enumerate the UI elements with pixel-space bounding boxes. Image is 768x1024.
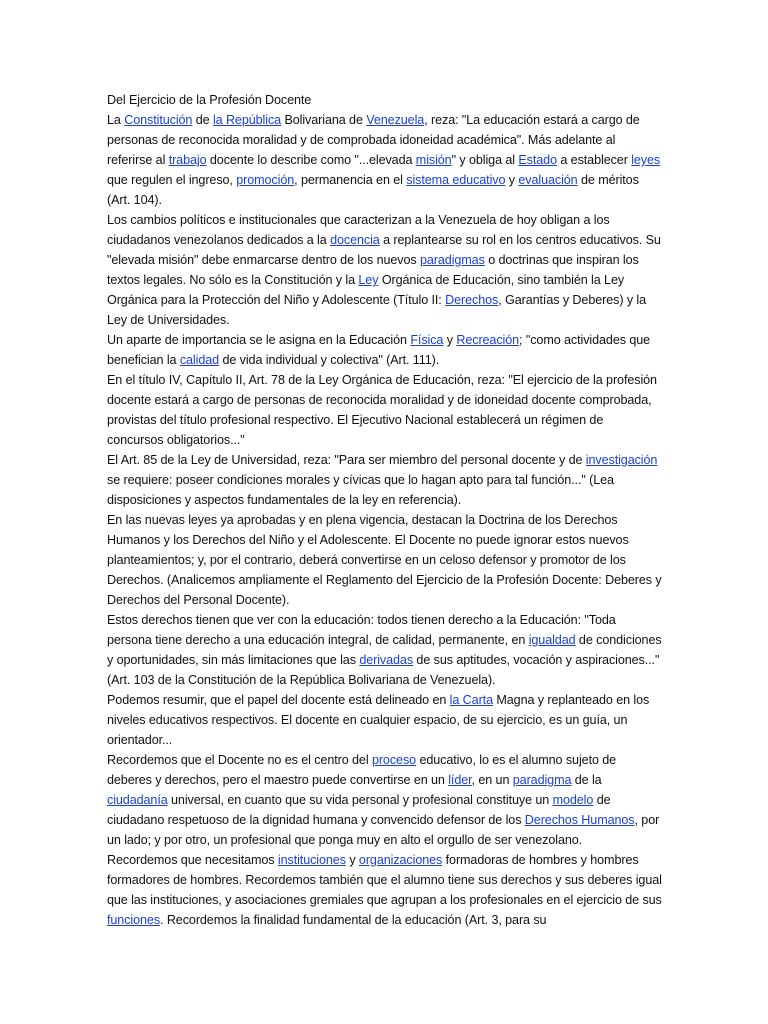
paragraph bbox=[107, 690, 663, 750]
hyperlink[interactable]: líder bbox=[448, 773, 472, 787]
text-run: , Garantías y Deberes) y la Ley de Universidades. bbox=[107, 293, 647, 327]
hyperlink[interactable]: Derechos bbox=[445, 293, 499, 307]
text-run: Del Ejercicio de la Profesión Docente bbox=[107, 93, 312, 107]
paragraph bbox=[107, 450, 663, 510]
text-run: docente lo describe como "...elevada bbox=[206, 153, 416, 167]
hyperlink[interactable]: la Carta bbox=[449, 693, 493, 707]
hyperlink[interactable]: Constitución bbox=[124, 113, 193, 127]
text-run: Podemos resumir, que el papel del docente está delineado en bbox=[107, 693, 450, 707]
hyperlink[interactable]: igualdad bbox=[528, 633, 576, 647]
hyperlink[interactable]: la República bbox=[212, 113, 282, 127]
hyperlink[interactable]: misión bbox=[415, 153, 452, 167]
hyperlink[interactable]: derivadas bbox=[359, 653, 414, 667]
hyperlink[interactable]: leyes bbox=[631, 153, 661, 167]
paragraph bbox=[107, 610, 663, 690]
text-run: de sus aptitudes, vocación y aspiraciones..." (Art. 103 de la Constitución de la República Bolivariana de Venezuela). bbox=[107, 653, 660, 687]
text-run: , por un lado; y por otro, un profesional que ponga muy en alto el orgullo de ser venezolano. bbox=[107, 813, 660, 847]
text-run: En las nuevas leyes ya aprobadas y en plena vigencia, destacan la Doctrina de los Derechos Humanos y los Derechos del Niño y el Adolescente. El Docente no puede ignorar estos nuevos planteamientos; y, por el contrario, deberá convertirse en un celoso defensor y promotor de los Derechos. (Analicemos ampliamente el Reglamento del Ejercicio de la Profesión Docente: Deberes y Derechos del Personal Docente). bbox=[107, 513, 662, 607]
text-run: El Art. 85 de la Ley de Universidad, reza: "Para ser miembro del personal docente y de bbox=[107, 453, 586, 467]
text-run: de vida individual y colectiva" (Art. 111). bbox=[219, 353, 440, 367]
text-run: y bbox=[505, 173, 519, 187]
paragraph bbox=[107, 210, 663, 330]
text-run: Los cambios políticos e institucionales que caracterizan a la Venezuela de hoy obligan a los ciudadanos venezolanos dedicados a la bbox=[107, 213, 610, 247]
text-run: . Recordemos la finalidad fundamental de la educación (Art. 3, para su bbox=[160, 913, 547, 927]
text-run: formadoras de hombres y hombres formadores de hombres. Recordemos también que el alumno tiene sus derechos y sus deberes igual que las instituciones, y asociaciones gremiales que agrupan a los profesionales en el ejercicio de sus bbox=[107, 853, 662, 907]
hyperlink[interactable]: promoción bbox=[236, 173, 295, 187]
text-run: , reza: "La educación estará a cargo de personas de reconocida moralidad y de comprobada idoneidad académica". Más adelante al referirse al bbox=[107, 113, 640, 167]
text-run: Recordemos que necesitamos bbox=[107, 853, 278, 867]
paragraph bbox=[107, 330, 663, 370]
text-run: que regulen el ingreso, bbox=[107, 173, 237, 187]
text-run: y bbox=[443, 333, 457, 347]
text-run: y bbox=[345, 853, 359, 867]
text-run: Bolivariana de bbox=[281, 113, 367, 127]
hyperlink[interactable]: proceso bbox=[371, 753, 417, 767]
hyperlink[interactable]: calidad bbox=[179, 353, 220, 367]
hyperlink[interactable]: paradigmas bbox=[419, 253, 485, 267]
text-run: de bbox=[192, 113, 213, 127]
text-run: universal, en cuanto que su vida personal y profesional constituye un bbox=[167, 793, 553, 807]
hyperlink[interactable]: sistema educativo bbox=[406, 173, 506, 187]
paragraph bbox=[107, 110, 663, 210]
text-run: Magna y replanteado en los niveles educativos respectivos. El docente en cualquier espacio, de su ejercicio, es un guía, un orientador... bbox=[107, 693, 650, 747]
hyperlink[interactable]: ciudadanía bbox=[107, 793, 168, 807]
text-run: En el título IV, Capítulo II, Art. 78 de la Ley Orgánica de Educación, reza: "El ejercicio de la profesión docente estará a cargo de personas de reconocida moralidad y de idoneidad docente comprobada, provistas del título profesional respectivo. El Ejecutivo Nacional establecerá un régimen de concursos obligatorios..." bbox=[107, 373, 657, 447]
hyperlink[interactable]: funciones bbox=[107, 913, 161, 927]
hyperlink[interactable]: docencia bbox=[330, 233, 380, 247]
text-run: " y obliga al bbox=[451, 153, 519, 167]
text-run: de condiciones y oportunidades, sin más limitaciones que las bbox=[107, 633, 662, 667]
text-run: Un aparte de importancia se le asigna en la Educación bbox=[107, 333, 411, 347]
hyperlink[interactable]: Derechos Humanos bbox=[524, 813, 635, 827]
text-run: , en un bbox=[471, 773, 513, 787]
document-body bbox=[107, 90, 663, 930]
hyperlink[interactable]: Ley bbox=[358, 273, 379, 287]
document-page bbox=[107, 90, 663, 930]
hyperlink[interactable]: instituciones bbox=[277, 853, 346, 867]
document-title bbox=[107, 90, 663, 110]
text-run: Recordemos que el Docente no es el centro del bbox=[107, 753, 372, 767]
text-run: Estos derechos tienen que ver con la educación: todos tienen derecho a la Educación: "Toda persona tiene derecho a una educación integral, de calidad, permanente, en bbox=[107, 613, 616, 647]
text-run: se requiere: poseer condiciones morales y cívicas que lo hagan apto para tal función..." (Lea disposiciones y aspectos fundamentales de la ley en referencia). bbox=[107, 473, 614, 507]
text-run: de la bbox=[571, 773, 602, 787]
hyperlink[interactable]: trabajo bbox=[168, 153, 207, 167]
text-run: a establecer bbox=[556, 153, 632, 167]
hyperlink[interactable]: modelo bbox=[552, 793, 594, 807]
text-run: de ciudadano respetuoso de la dignidad humana y convencido defensor de los bbox=[107, 793, 611, 827]
text-run: ; "como actividades que benefician la bbox=[107, 333, 651, 367]
hyperlink[interactable]: organizaciones bbox=[358, 853, 443, 867]
hyperlink[interactable]: Física bbox=[410, 333, 444, 347]
paragraph bbox=[107, 850, 663, 930]
text-run: o doctrinas que inspiran los textos legales. No sólo es la Constitución y la bbox=[107, 253, 639, 287]
text-run: educativo, lo es el alumno sujeto de deberes y derechos, pero el maestro puede convertirse en un bbox=[107, 753, 617, 787]
paragraph bbox=[107, 370, 663, 450]
text-run: Orgánica de Educación, sino también la Ley Orgánica para la Protección del Niño y Adolescente (Título II: bbox=[107, 273, 625, 307]
hyperlink[interactable]: Estado bbox=[518, 153, 557, 167]
text-run: , permanencia en el bbox=[294, 173, 407, 187]
hyperlink[interactable]: paradigma bbox=[512, 773, 572, 787]
text-run: La bbox=[107, 113, 125, 127]
paragraph bbox=[107, 750, 663, 850]
hyperlink[interactable]: Recreación bbox=[456, 333, 520, 347]
hyperlink[interactable]: Venezuela bbox=[366, 113, 425, 127]
paragraph bbox=[107, 510, 663, 610]
hyperlink[interactable]: investigación bbox=[585, 453, 658, 467]
hyperlink[interactable]: evaluación bbox=[518, 173, 578, 187]
text-run: de méritos (Art. 104). bbox=[107, 173, 639, 207]
text-run: a replantearse su rol en los centros educativos. Su "elevada misión" debe enmarcarse dentro de los nuevos bbox=[107, 233, 661, 267]
